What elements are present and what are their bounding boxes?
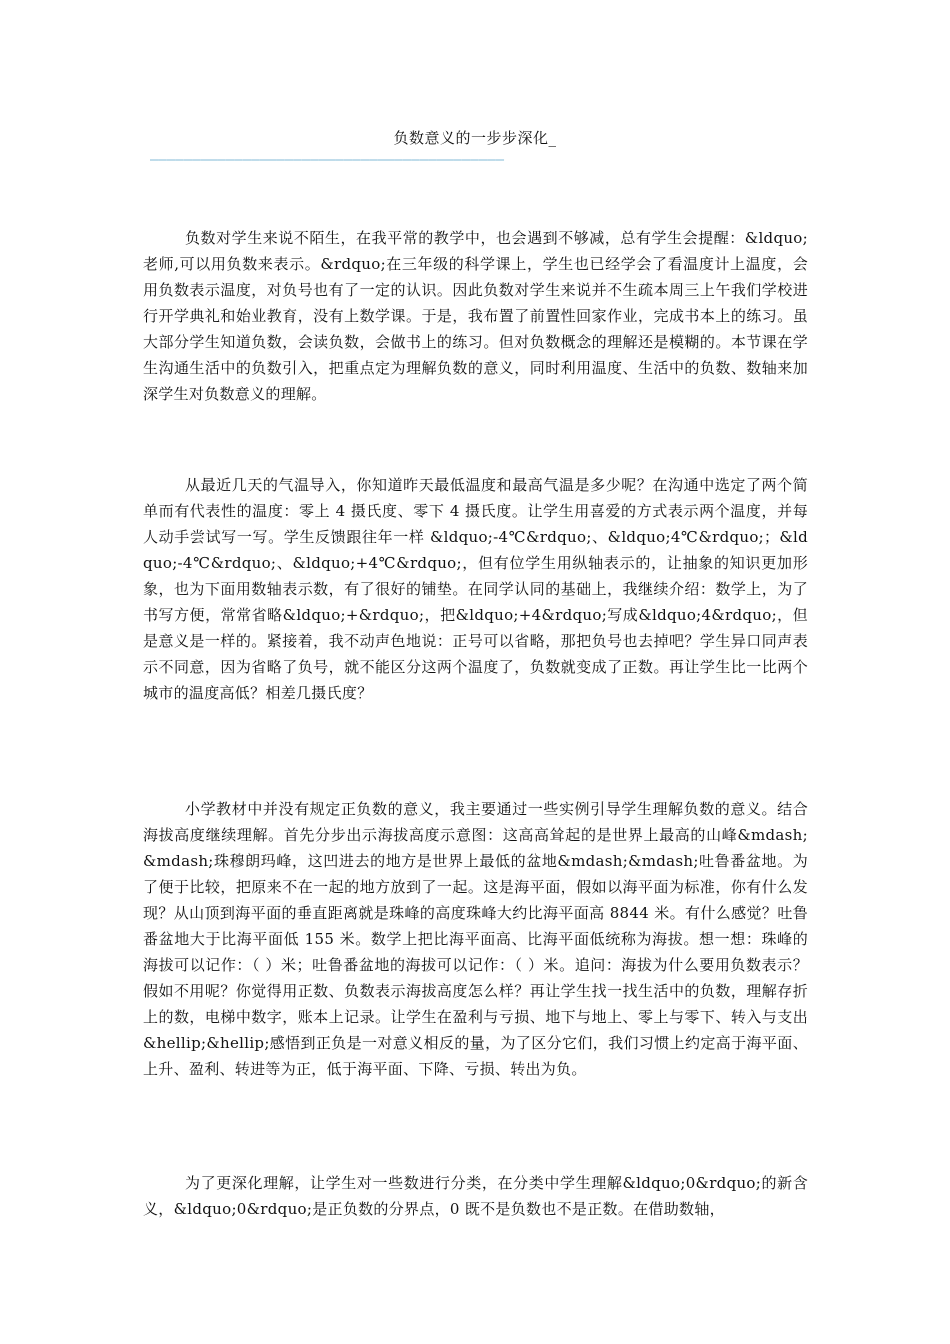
paragraph-4: 为了更深化理解，让学生对一些数进行分类，在分类中学生理解&ldquo;0&rdquo;的新含义，&ldquo;0&rdquo;是正负数的分界点，0 既不是负数也不是正数。在借助数轴， <box>143 1174 808 1218</box>
document-title: 负数意义的一步步深化_ <box>393 129 557 147</box>
paragraph-3: 小学教材中并没有规定正负数的意义，我主要通过一些实例引导学生理解负数的意义。结合海拔高度继续理解。首先分步出示海拔高度示意图：这高高耸起的是世界上最高的山峰&mdash;&mdash;珠穆朗玛峰，这凹进去的地方是世界上最低的盆地&mdash;&mdash;吐鲁番盆地。为了便于比较，把原来不在一起的地方放到了一起。这是海平面，假如以海平面为标准，你有什么发现？从山顶到海平面的垂直距离就是珠峰的高度珠峰大约比海平面高 8844 米。有什么感觉？吐鲁番盆地大于比海平面低 155 米。数学上把比海平面高、比海平面低统称为海拔。想一想：珠峰的海拔可以记作：（ ）米；吐鲁番盆地的海拔可以记作：（ ）米。追问：海拔为什么要用负数表示？假如不用呢？你觉得用正数、负数表示海拔高度怎么样？再让学生找一找生活中的负数，理解存折上的数，电梯中数字，账本上记录。让学生在盈利与亏损、地下与地上、零上与零下、转入与支出&hellip;&hellip;感悟到正负是一对意义相反的量，为了区分它们，我们习惯上约定高于海平面、上升、盈利、转进等为正，低于海平面、下降、亏损、转出为负。 <box>143 800 808 1078</box>
title-underline: —————————————————————————————————————————— <box>150 153 505 167</box>
paragraph-1: 负数对学生来说不陌生，在我平常的教学中，也会遇到不够减，总有学生会提醒：&ldquo;老师,可以用负数来表示。&rdquo;在三年级的科学课上，学生也已经学会了看温度计上温度，会用负数表示温度，对负号也有了一定的认识。因此负数对学生来说并不生疏本周三上午我们学校进行开学典礼和始业教育，没有上数学课。于是，我布置了前置性回家作业，完成书本上的练习。虽大部分学生知道负数，会读负数，会做书上的练习。但对负数概念的理解还是模糊的。本节课在学生沟通生活中的负数引入，把重点定为理解负数的意义，同时利用温度、生活中的负数、数轴来加深学生对负数意义的理解。 <box>143 229 808 403</box>
paragraph-2: 从最近几天的气温导入，你知道昨天最低温度和最高气温是多少呢？在沟通中选定了两个简单而有代表性的温度：零上 4 摄氏度、零下 4 摄氏度。让学生用喜爱的方式表示两个温度，并每人动手尝试写一写。学生反馈跟往年一样 &ldquo;-4℃&rdquo;、&ldquo;4℃&rdquo;；&ldquo;-4℃&rdquo;、&ldquo;+4℃&rdquo;，但有位学生用纵轴表示的，让抽象的知识更加形象，也为下面用数轴表示数，有了很好的铺垫。在同学认同的基础上，我继续介绍：数学上，为了书写方便，常常省略&ldquo;+&rdquo;，把&ldquo;+4&rdquo;写成&ldquo;4&rdquo;，但是意义是一样的。紧接着，我不动声色地说：正号可以省略，那把负号也去掉吧？学生异口同声表示不同意，因为省略了负号，就不能区分这两个温度了，负数就变成了正数。再让学生比一比两个城市的温度高低？相差几摄氏度？ <box>143 476 808 702</box>
